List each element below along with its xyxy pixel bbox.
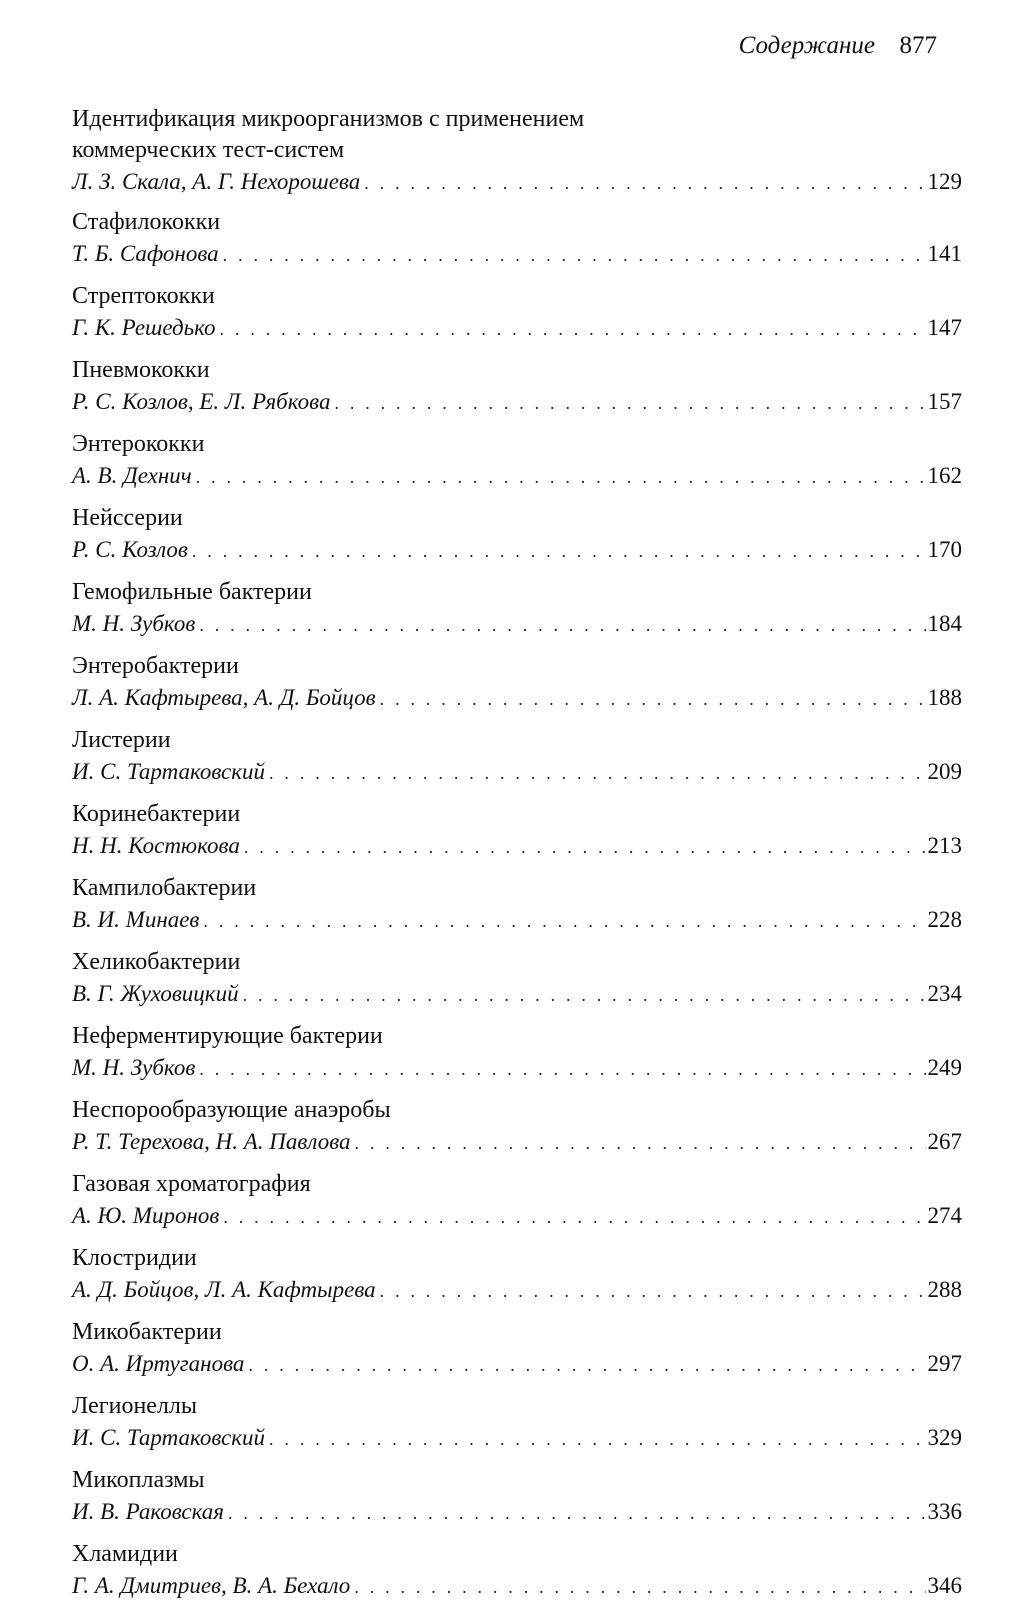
toc-entry-title: Кампилобактерии	[72, 875, 257, 901]
dot-leader	[203, 906, 925, 937]
toc-entry-authors: Г. А. Дмитриев, В. А. Бехало	[72, 1573, 351, 1598]
toc-entry[interactable]	[72, 725, 962, 787]
toc-entry[interactable]	[72, 355, 962, 417]
toc-entry-title: Газовая хроматография	[72, 1171, 311, 1197]
toc-entry-authors: Г. К. Решедько	[72, 315, 216, 340]
toc-entry-authors: Р. С. Козлов, Е. Л. Рябкова	[72, 389, 331, 414]
dot-leader	[269, 1424, 925, 1455]
toc-entry-author-line	[72, 1052, 962, 1083]
toc-entry-author-line	[72, 1496, 962, 1527]
toc-entry-title: Пневмококки	[72, 357, 210, 383]
toc-entry-page: 170	[927, 537, 962, 562]
toc-entry-page: 249	[927, 1055, 962, 1080]
toc-entry[interactable]	[72, 207, 962, 269]
toc-entry[interactable]	[72, 577, 962, 639]
toc-entry-authors: А. В. Дехнич	[72, 463, 192, 488]
toc-entry-page: 141	[927, 241, 962, 266]
toc-entry-author-line	[72, 756, 962, 787]
toc-entry-title: Листерии	[72, 727, 171, 753]
toc-entry-title: Коринебактерии	[72, 801, 241, 827]
toc-entry-title: Энтеробактерии	[72, 653, 239, 679]
toc-entry-page: 213	[927, 833, 962, 858]
toc-entry-title: Гемофильные бактерии	[72, 579, 312, 605]
toc-entry-authors: А. Д. Бойцов, Л. А. Кафтырева	[72, 1277, 376, 1302]
table-of-contents	[72, 104, 962, 1613]
toc-entry-authors: А. Ю. Миронов	[72, 1203, 220, 1228]
toc-entry-page: 188	[927, 685, 962, 710]
dot-leader	[192, 536, 926, 567]
toc-entry[interactable]	[72, 104, 962, 197]
toc-entry-author-line	[72, 608, 962, 639]
toc-entry[interactable]	[72, 281, 962, 343]
toc-entry-author-line	[72, 978, 962, 1009]
toc-entry-page: 162	[927, 463, 962, 488]
toc-entry-authors: И. С. Тартаковский	[72, 759, 266, 784]
dot-leader	[223, 240, 926, 271]
dot-leader	[354, 1572, 925, 1603]
toc-entry-title: Стрептококки	[72, 283, 215, 309]
toc-entry-page: 288	[927, 1277, 962, 1302]
toc-entry-authors: В. И. Минаев	[72, 907, 200, 932]
toc-entry-author-line	[72, 682, 962, 713]
toc-entry-author-line	[72, 1422, 962, 1453]
toc-entry-author-line	[72, 830, 962, 861]
toc-entry-page: 267	[927, 1129, 962, 1154]
toc-entry-title: Энтерококки	[72, 431, 205, 457]
toc-entry[interactable]	[72, 651, 962, 713]
toc-entry-title: Неферментирующие бактерии	[72, 1023, 383, 1049]
toc-entry-author-line	[72, 1126, 962, 1157]
toc-entry-page: 297	[927, 1351, 962, 1376]
toc-entry[interactable]	[72, 1169, 962, 1231]
dot-leader	[248, 1350, 925, 1381]
toc-entry-page: 228	[927, 907, 962, 932]
toc-entry-page: 129	[927, 169, 962, 194]
toc-entry-authors: И. С. Тартаковский	[72, 1425, 266, 1450]
toc-entry-title: Микобактерии	[72, 1319, 222, 1345]
toc-entry-page: 184	[927, 611, 962, 636]
toc-entry[interactable]	[72, 799, 962, 861]
toc-entry-authors: М. Н. Зубков	[72, 1055, 196, 1080]
dot-leader	[364, 168, 925, 199]
toc-entry-title: Клостридии	[72, 1245, 197, 1271]
toc-entry-author-line	[72, 312, 962, 343]
toc-entry[interactable]	[72, 947, 962, 1009]
toc-entry-authors: Н. Н. Костюкова	[72, 833, 240, 858]
toc-entry[interactable]	[72, 1391, 962, 1453]
toc-entry-page: 147	[927, 315, 962, 340]
toc-entry-author-line	[72, 238, 962, 269]
toc-entry[interactable]	[72, 1021, 962, 1083]
dot-leader	[223, 1202, 925, 1233]
toc-entry-title: Неспорообразующие анаэробы	[72, 1097, 391, 1123]
toc-entry-authors: О. А. Иртуганова	[72, 1351, 245, 1376]
toc-entry-author-line	[72, 1274, 962, 1305]
dot-leader	[220, 314, 926, 345]
toc-entry-page: 329	[927, 1425, 962, 1450]
toc-entry[interactable]	[72, 429, 962, 491]
toc-entry-title-line: коммерческих тест-систем	[72, 137, 345, 163]
toc-entry-page: 336	[927, 1499, 962, 1524]
toc-entry-page: 209	[927, 759, 962, 784]
toc-entry-title: Нейссерии	[72, 505, 183, 531]
toc-entry-page: 157	[927, 389, 962, 414]
toc-entry-authors: И. В. Раковская	[72, 1499, 224, 1524]
toc-entry-title: Стафилококки	[72, 209, 221, 235]
toc-entry[interactable]	[72, 1539, 962, 1601]
toc-entry-author-line	[72, 904, 962, 935]
toc-entry-authors: Р. Т. Терехова, Н. А. Павлова	[72, 1129, 351, 1154]
toc-entry-authors: Л. А. Кафтырева, А. Д. Бойцов	[72, 685, 376, 710]
toc-entry-title: Микоплазмы	[72, 1467, 205, 1493]
toc-entry[interactable]	[72, 1317, 962, 1379]
running-header-title: Содержание	[738, 32, 875, 59]
toc-entry-authors: Л. З. Скала, А. Г. Нехорошева	[72, 169, 361, 194]
toc-entry-author-line	[72, 460, 962, 491]
dot-leader	[334, 388, 925, 419]
dot-leader	[380, 684, 926, 715]
dot-leader	[244, 832, 926, 863]
dot-leader	[196, 462, 926, 493]
toc-entry-page: 234	[927, 981, 962, 1006]
dot-leader	[228, 1498, 926, 1529]
toc-entry-authors: Т. Б. Сафонова	[72, 241, 219, 266]
toc-entry[interactable]	[72, 1095, 962, 1157]
toc-entry[interactable]	[72, 503, 962, 565]
dot-leader	[199, 610, 925, 641]
toc-entry-authors: В. Г. Жуховицкий	[72, 981, 239, 1006]
toc-entry[interactable]	[72, 1465, 962, 1527]
toc-entry-author-line	[72, 1200, 962, 1231]
toc-entry-author-line	[72, 1570, 962, 1601]
toc-entry-author-line	[72, 386, 962, 417]
toc-entry-title: Легионеллы	[72, 1393, 198, 1419]
toc-entry-title: Хеликобактерии	[72, 949, 241, 975]
toc-entry-page: 274	[927, 1203, 962, 1228]
dot-leader	[269, 758, 925, 789]
page-number: 877	[899, 32, 937, 59]
toc-entry-authors: М. Н. Зубков	[72, 611, 196, 636]
dot-leader	[355, 1128, 926, 1159]
toc-entry-author-line	[72, 166, 962, 197]
toc-entry[interactable]	[72, 1243, 962, 1305]
dot-leader	[199, 1054, 925, 1085]
dot-leader	[243, 980, 926, 1011]
toc-entry-authors: Р. С. Козлов	[72, 537, 188, 562]
toc-entry-page: 346	[927, 1573, 962, 1598]
page-header	[0, 24, 1023, 64]
toc-entry[interactable]	[72, 873, 962, 935]
toc-entry-title-line: Идентификация микроорганизмов с применением	[72, 106, 585, 132]
toc-entry-author-line	[72, 534, 962, 565]
toc-entry-title: Хламидии	[72, 1541, 178, 1567]
dot-leader	[380, 1276, 926, 1307]
toc-entry-author-line	[72, 1348, 962, 1379]
